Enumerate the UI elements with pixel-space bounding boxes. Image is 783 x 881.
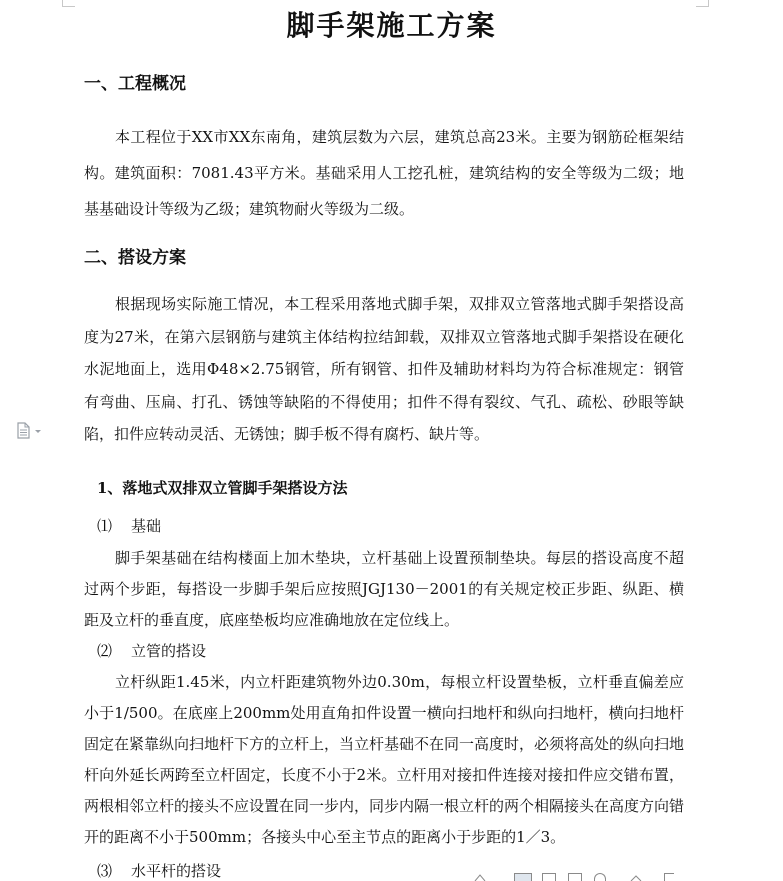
item-heading-upright [97,641,206,661]
layout-view-icon[interactable] [542,873,556,881]
item-heading-horizontal [97,861,221,881]
web-view-icon[interactable] [568,873,582,881]
status-bar [460,872,783,881]
status-icon[interactable] [474,873,486,881]
foundation-paragraph: 脚手架基础在结构楼面上加木垫块，立杆基础上设置预制垫块。每层的搭设高度不超过两个步距，每搭设一步脚手架后应按照JGJ130－2001的有关规定校正步距、纵距、横距及立杆的垂直度，底座垫板均应准确地放在定位线上。 [84,549,684,629]
item-number: ⑵ [97,642,113,660]
document-title: 脚手架施工方案 [286,9,497,42]
item-number: ⑶ [97,862,113,880]
document-icon[interactable] [16,422,46,440]
item-title: 基础 [131,517,162,535]
section-heading-plan: 二、搭设方案 [84,248,186,268]
item-number: ⑴ [97,517,113,535]
subsection-heading-method: 1、落地式双排双立管脚手架搭设方法 [97,479,348,497]
upright-paragraph: 立杆纵距1.45米，内立杆距建筑物外边0.30m，每根立杆设置垫板，立杆垂直偏差应小于1/500。在底座上200mm处用直角扣件设置一横向扫地杆和纵向扫地杆，横向扫地杆固定在紧靠纵向扫地杆下方的立杆上，当立杆基础不在同一高度时，必须将高处的纵向扫地杆向外延长两跨至立杆固定，长度不小于2米。立杆用对接扣件连接对接扣件应交错布置，两根相邻立杆的接头不应设置在同一步内，同步内隔一根立杆的两个相隔接头在高度方向错开的距离不小于500mm；各接头中心至主节点的距离小于步距的1／3。 [84,673,685,846]
fit-page-icon[interactable] [664,873,674,881]
plan-paragraph: 根据现场实际施工情况，本工程采用落地式脚手架，双排双立管落地式脚手架搭设高度为27米，在第六层钢筋与建筑主体结构拉结卸载，双排双立管落地式脚手架搭设在硬化水泥地面上，选用Φ48×2.75钢管，所有钢管、扣件及辅助材料均为符合标准规定：钢管有弯曲、压扁、打孔、锈蚀等缺陷的不得使用；扣件不得有裂纹、气孔、疏松、砂眼等缺陷，扣件应转动灵活、无锈蚀；脚手板不得有腐朽、缺片等。 [84,295,684,443]
page-view-icon[interactable] [514,873,532,881]
eye-icon[interactable] [594,873,606,881]
item-title: 立管的搭设 [131,642,207,660]
zoom-out-icon[interactable] [630,873,642,881]
item-title: 水平杆的搭设 [131,862,222,880]
section-heading-overview: 一、工程概况 [84,74,186,94]
item-heading-foundation [97,516,161,536]
overview-paragraph: 本工程位于XX市XX东南角，建筑层数为六层，建筑总高23米。主要为钢筋砼框架结构。建筑面积：7081.43平方米。基础采用人工挖孔桩，建筑结构的安全等级为二级；地基基础设计等级为乙级；建筑物耐火等级为二级。 [84,128,684,218]
